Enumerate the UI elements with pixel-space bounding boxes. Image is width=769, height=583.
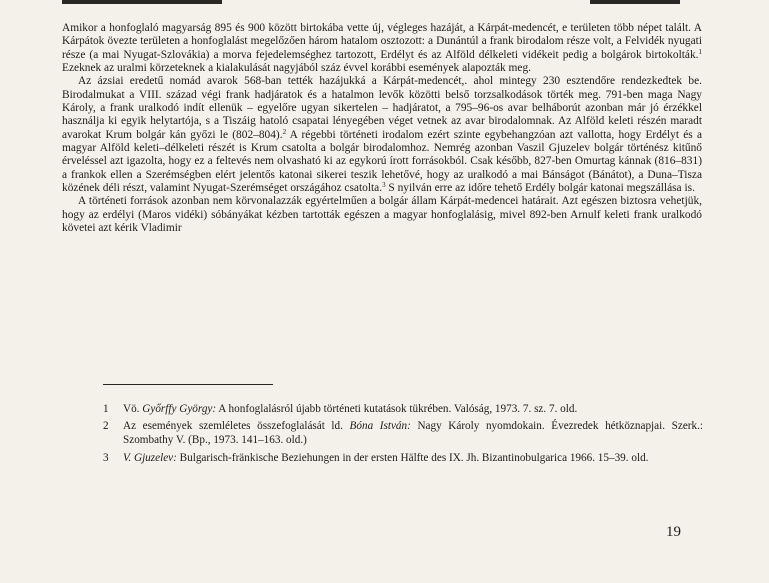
header-rule-right xyxy=(590,0,680,4)
paragraph-3: A történeti források azonban nem körvonalazzák egyértelműen a bolgár állam Kárpát-medencei határait. Azt egészen biztosra vehetjük, hogy az erdélyi (Maros vidéki) sóbányákat kézben tartották egészen a magyar honfoglalásig, mivel 892-ben Arnulf keleti frank uralkodó követei azt kérik Vladimir xyxy=(62,195,702,235)
footnote-2: 2 Az események szemléletes összefoglalását ld. Bóna István: Nagy Károly nyomdokain. Évezredek hétköznapjai. Szerk.: Szombathy V. (Bp., 1973. 141–163. old.) xyxy=(103,420,704,447)
paragraph-2: Az ázsiai eredetű nomád avarok 568-ban tették hazájukká a Kárpát-medencét,. ahol mintegy 230 esztendőre rendezkedtek be. Birodalmukat a VIII. század végi frank hadjáratok és a hatalmon levők közötti belső torzsalkodások törték meg. 791-ben maga Nagy Károly, a frank uralkodó indít ellenük – egyelőre ugyan sikertelen – hadjáratot, a 795–96-os avar belháborút azonban már jó érzékkel használja ki egyik helytartója, s a Tiszáig hatoló csapatai lényegében véget vetnek az avar birodalomnak. Az Alföld keleti részén maradt avarokat Krum bolgár kán győzi le (802–804).$^2$ A régebbi történeti irodalom ezért szinte egybehangzóan azt vallotta, hogy Erdélyt és a magyar Alföld keleti–délkeleti részét is Krum csatolta a bolgár birodalomhoz. Nemrég azonban Vaszil Gjuzelev bolgár történész kitűnő érveléssel azt igazolta, hogy ez a feltevés nem olvasható ki az egykorú írott forrásokból. Csak később, 827-ben Omurtag kánnak (816–831) a frankok ellen a Szerémségben elért jelentős katonai sikerei teszik lehetővé, hogy az uralkodó a mai Bánságot (Bánátot), a Duna–Tisza közének déli részt, valamint Nyugat-Szerémséget országához csatolta.$^3$ S nyilván erre az időre tehető Erdély bolgár katonai megszállása is. xyxy=(62,75,702,195)
body-text xyxy=(62,22,702,236)
footnote-ref-3: 3 xyxy=(382,181,386,190)
paragraph-1: Amikor a honfoglaló magyarság 895 és 900 között birtokába vette új, végleges hazáját, a Kárpát-medencét, e területen több népet talált. A Kárpátok övezte területen a honfoglalást megelőzően három hatalom osztozott: a Dunántúl a frank birodalom része volt, a Felvidék nyugati része (a mai Nyugat-Szlovákia) a morva fejedelemséghez tartozott, Erdélyt és az Alföld délkeleti vidékeit pedig a bolgárok birtokolták.$^1$ Ezeknek az uralmi körzeteknek a kialakulását nagyjából száz évvel korábbi események alapozták meg. xyxy=(62,22,702,75)
footnote-1: 1 Vö. Győrffy György: A honfoglalásról újabb történeti kutatások tükrében. Valóság, 1973. 7. sz. 7. old. xyxy=(103,403,578,415)
footnote-separator xyxy=(103,384,273,385)
footnote-3: 3 V. Gjuzelev: Bulgarisch-fränkische Beziehungen in der ersten Hälfte des IX. Jh. Bizantinobulgarica 1966. 15–39. old. xyxy=(103,451,649,464)
footnotes xyxy=(103,402,703,468)
header-rule-left xyxy=(62,0,222,4)
footnote-ref-1: 1 xyxy=(698,47,702,56)
page-number: 19 xyxy=(666,524,681,540)
footnote-ref-2: 2 xyxy=(282,127,287,136)
